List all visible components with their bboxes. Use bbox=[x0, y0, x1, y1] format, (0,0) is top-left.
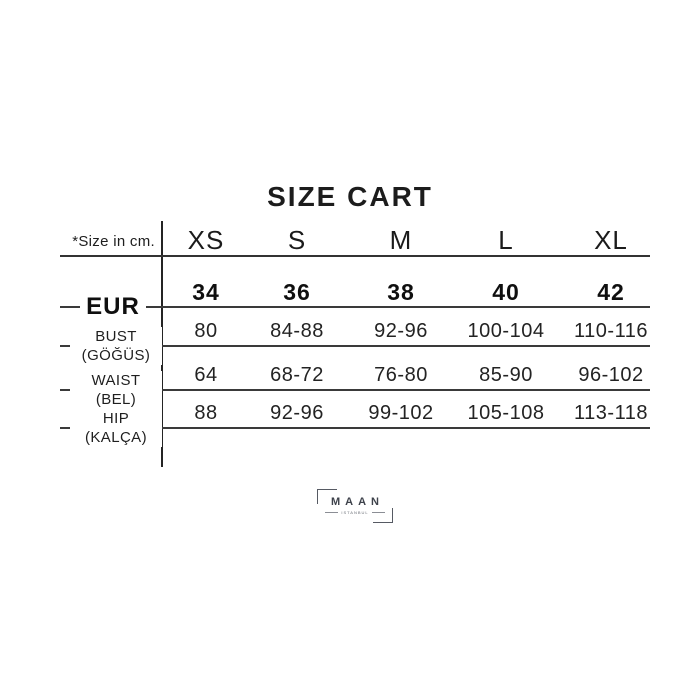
row-label-sub: (KALÇA) bbox=[85, 429, 147, 446]
table-cell-bust-s: 84-88 bbox=[270, 320, 324, 342]
table-cell-eur-m: 38 bbox=[387, 279, 415, 305]
table-cell-waist-m: 76-80 bbox=[374, 364, 428, 386]
table-header-rule bbox=[60, 255, 650, 257]
column-header-m: M bbox=[389, 225, 413, 255]
brand-logo bbox=[317, 489, 393, 523]
table-cell-bust-m: 92-96 bbox=[374, 320, 428, 342]
row-label-main: BUST bbox=[95, 328, 137, 345]
table-cell-bust-xl: 110-116 bbox=[574, 320, 648, 342]
row-label-main: HIP bbox=[102, 410, 130, 427]
unit-note: *Size in cm. bbox=[72, 233, 155, 250]
column-header-s: S bbox=[287, 225, 307, 255]
table-cell-bust-l: 100-104 bbox=[467, 320, 545, 342]
table-cell-hip-xs: 88 bbox=[194, 402, 218, 424]
table-cell-bust-xs: 80 bbox=[194, 320, 218, 342]
row-label-eur: EUR bbox=[80, 293, 146, 321]
row-label-bust bbox=[70, 327, 162, 365]
table-cell-eur-xl: 42 bbox=[597, 279, 625, 305]
table-cell-hip-m: 99-102 bbox=[368, 402, 434, 424]
brand-subtitle bbox=[325, 510, 385, 515]
row-label-waist bbox=[70, 371, 162, 409]
table-cell-hip-l: 105-108 bbox=[467, 402, 545, 424]
brand-subtitle-text: ISTANBUL bbox=[341, 510, 369, 515]
table-cell-waist-xs: 64 bbox=[194, 364, 218, 386]
column-header-l: L bbox=[498, 225, 514, 255]
row-label-main: WAIST bbox=[91, 372, 141, 389]
table-cell-eur-l: 40 bbox=[492, 279, 520, 305]
table-cell-waist-l: 85-90 bbox=[479, 364, 533, 386]
column-header-xl: XL bbox=[594, 225, 628, 255]
table-cell-eur-xs: 34 bbox=[192, 279, 220, 305]
column-header-xs: XS bbox=[187, 225, 225, 255]
table-cell-waist-s: 68-72 bbox=[270, 364, 324, 386]
page-title: SIZE CART bbox=[267, 181, 433, 212]
logo-rule-left bbox=[325, 512, 338, 513]
row-label-sub: (BEL) bbox=[95, 391, 137, 408]
table-cell-hip-xl: 113-118 bbox=[574, 402, 648, 424]
brand-name: MAAN bbox=[331, 496, 384, 508]
table-row-rule-eur bbox=[60, 306, 650, 308]
row-label-sub: (GÖĞÜS) bbox=[81, 347, 151, 364]
row-label-hip bbox=[70, 409, 162, 447]
table-cell-waist-xl: 96-102 bbox=[578, 364, 644, 386]
table-cell-hip-s: 92-96 bbox=[270, 402, 324, 424]
table-cell-eur-s: 36 bbox=[283, 279, 311, 305]
logo-rule-right bbox=[372, 512, 385, 513]
